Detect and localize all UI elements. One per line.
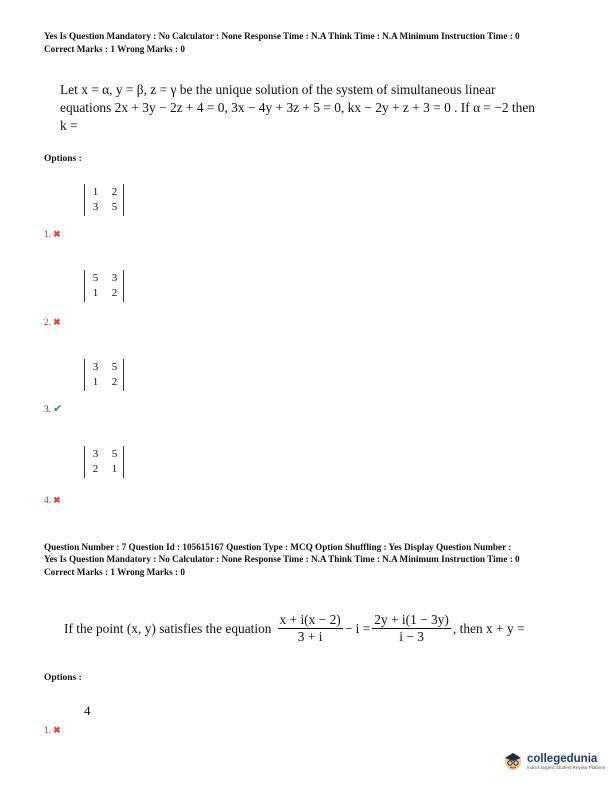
q7-meta-line-3: Correct Marks : 1 Wrong Marks : 0 (44, 567, 185, 577)
logo-name: collegedunia (527, 752, 598, 765)
option-number: 1. (44, 726, 52, 736)
det-cell: 1 (92, 287, 99, 299)
det-cell: 3 (92, 361, 99, 373)
question-6-line-1: Let x = α, y = β, z = γ be the unique solution of the system of simultaneous linear (60, 82, 496, 97)
option-3-determinant[interactable] (84, 359, 124, 391)
det-cell: 1 (92, 186, 99, 198)
option-number: 3. (44, 405, 52, 415)
option-1-label (44, 229, 61, 240)
option-number: 2. (44, 318, 52, 328)
option-4-determinant[interactable] (84, 446, 124, 478)
question-6-line-3: k = (60, 118, 78, 133)
option-2-determinant[interactable] (84, 270, 124, 302)
det-cell: 2 (111, 376, 118, 388)
fraction-numerator: 2y + i(1 − 3y) (374, 612, 449, 627)
q7-suffix: , then x + y = (452, 620, 525, 636)
option-number: 1. (44, 230, 52, 240)
det-cell: 5 (92, 272, 99, 284)
question-6-line-2: equations 2x + 3y − 2z + 4 = 0, 3x − 4y + 3z + 5 = 0, kx − 2y + z + 3 = 0 . If α = −2 then (60, 100, 535, 115)
det-cell: 2 (111, 186, 118, 198)
det-cell: 3 (111, 272, 118, 284)
wrong-icon: ✖ (53, 725, 61, 735)
wrong-icon: ✖ (53, 229, 61, 239)
option-2-label (44, 317, 61, 328)
logo-tagline: India's largest Student Review Platform (527, 764, 606, 770)
q7-fraction-1 (278, 612, 343, 645)
question-7-text (64, 612, 525, 645)
collegedunia-logo (502, 750, 605, 772)
options-label: Options : (44, 154, 82, 164)
q7-fraction-2 (372, 612, 451, 645)
q7-prefix: If the point (x, y) satisfies the equation (64, 620, 272, 636)
option-4-label (44, 495, 61, 506)
option-number: 4. (44, 496, 52, 506)
det-cell: 3 (92, 448, 99, 460)
q7-options-label: Options : (44, 673, 82, 683)
meta-line-1: Yes Is Question Mandatory : No Calculator : None Response Time : N.A Think Time : N.A Minimum Instruction Time : 0 (44, 31, 520, 41)
option-1-determinant[interactable] (84, 184, 124, 216)
mascot-icon (502, 750, 524, 772)
wrong-icon: ✖ (53, 495, 61, 505)
q7-meta-line-1: Question Number : 7 Question Id : 105615167 Question Type : MCQ Option Shuffling : Yes Display Question Number : (44, 542, 512, 552)
correct-check-icon: ✔ (53, 403, 63, 415)
q7-option-1-value[interactable]: 4 (84, 703, 91, 718)
fraction-denominator: 3 + i (297, 629, 323, 644)
det-cell: 1 (92, 376, 99, 388)
det-cell: 5 (111, 361, 118, 373)
meta-line-2: Correct Marks : 1 Wrong Marks : 0 (44, 44, 185, 54)
det-cell: 1 (111, 463, 118, 475)
det-cell: 2 (92, 463, 99, 475)
q7-option-1-label (44, 725, 61, 736)
det-cell: 5 (111, 448, 118, 460)
fraction-denominator: i − 3 (399, 629, 424, 644)
option-3-label (44, 402, 62, 415)
wrong-icon: ✖ (53, 317, 61, 327)
det-cell: 3 (92, 201, 99, 213)
q7-meta-line-2: Yes Is Question Mandatory : No Calculator : None Response Time : N.A Think Time : N.A Minimum Instruction Time : 0 (44, 554, 520, 564)
q7-middle: − i = (344, 620, 371, 636)
det-cell: 2 (111, 287, 118, 299)
fraction-numerator: x + i(x − 2) (279, 612, 341, 627)
det-cell: 5 (111, 201, 118, 213)
